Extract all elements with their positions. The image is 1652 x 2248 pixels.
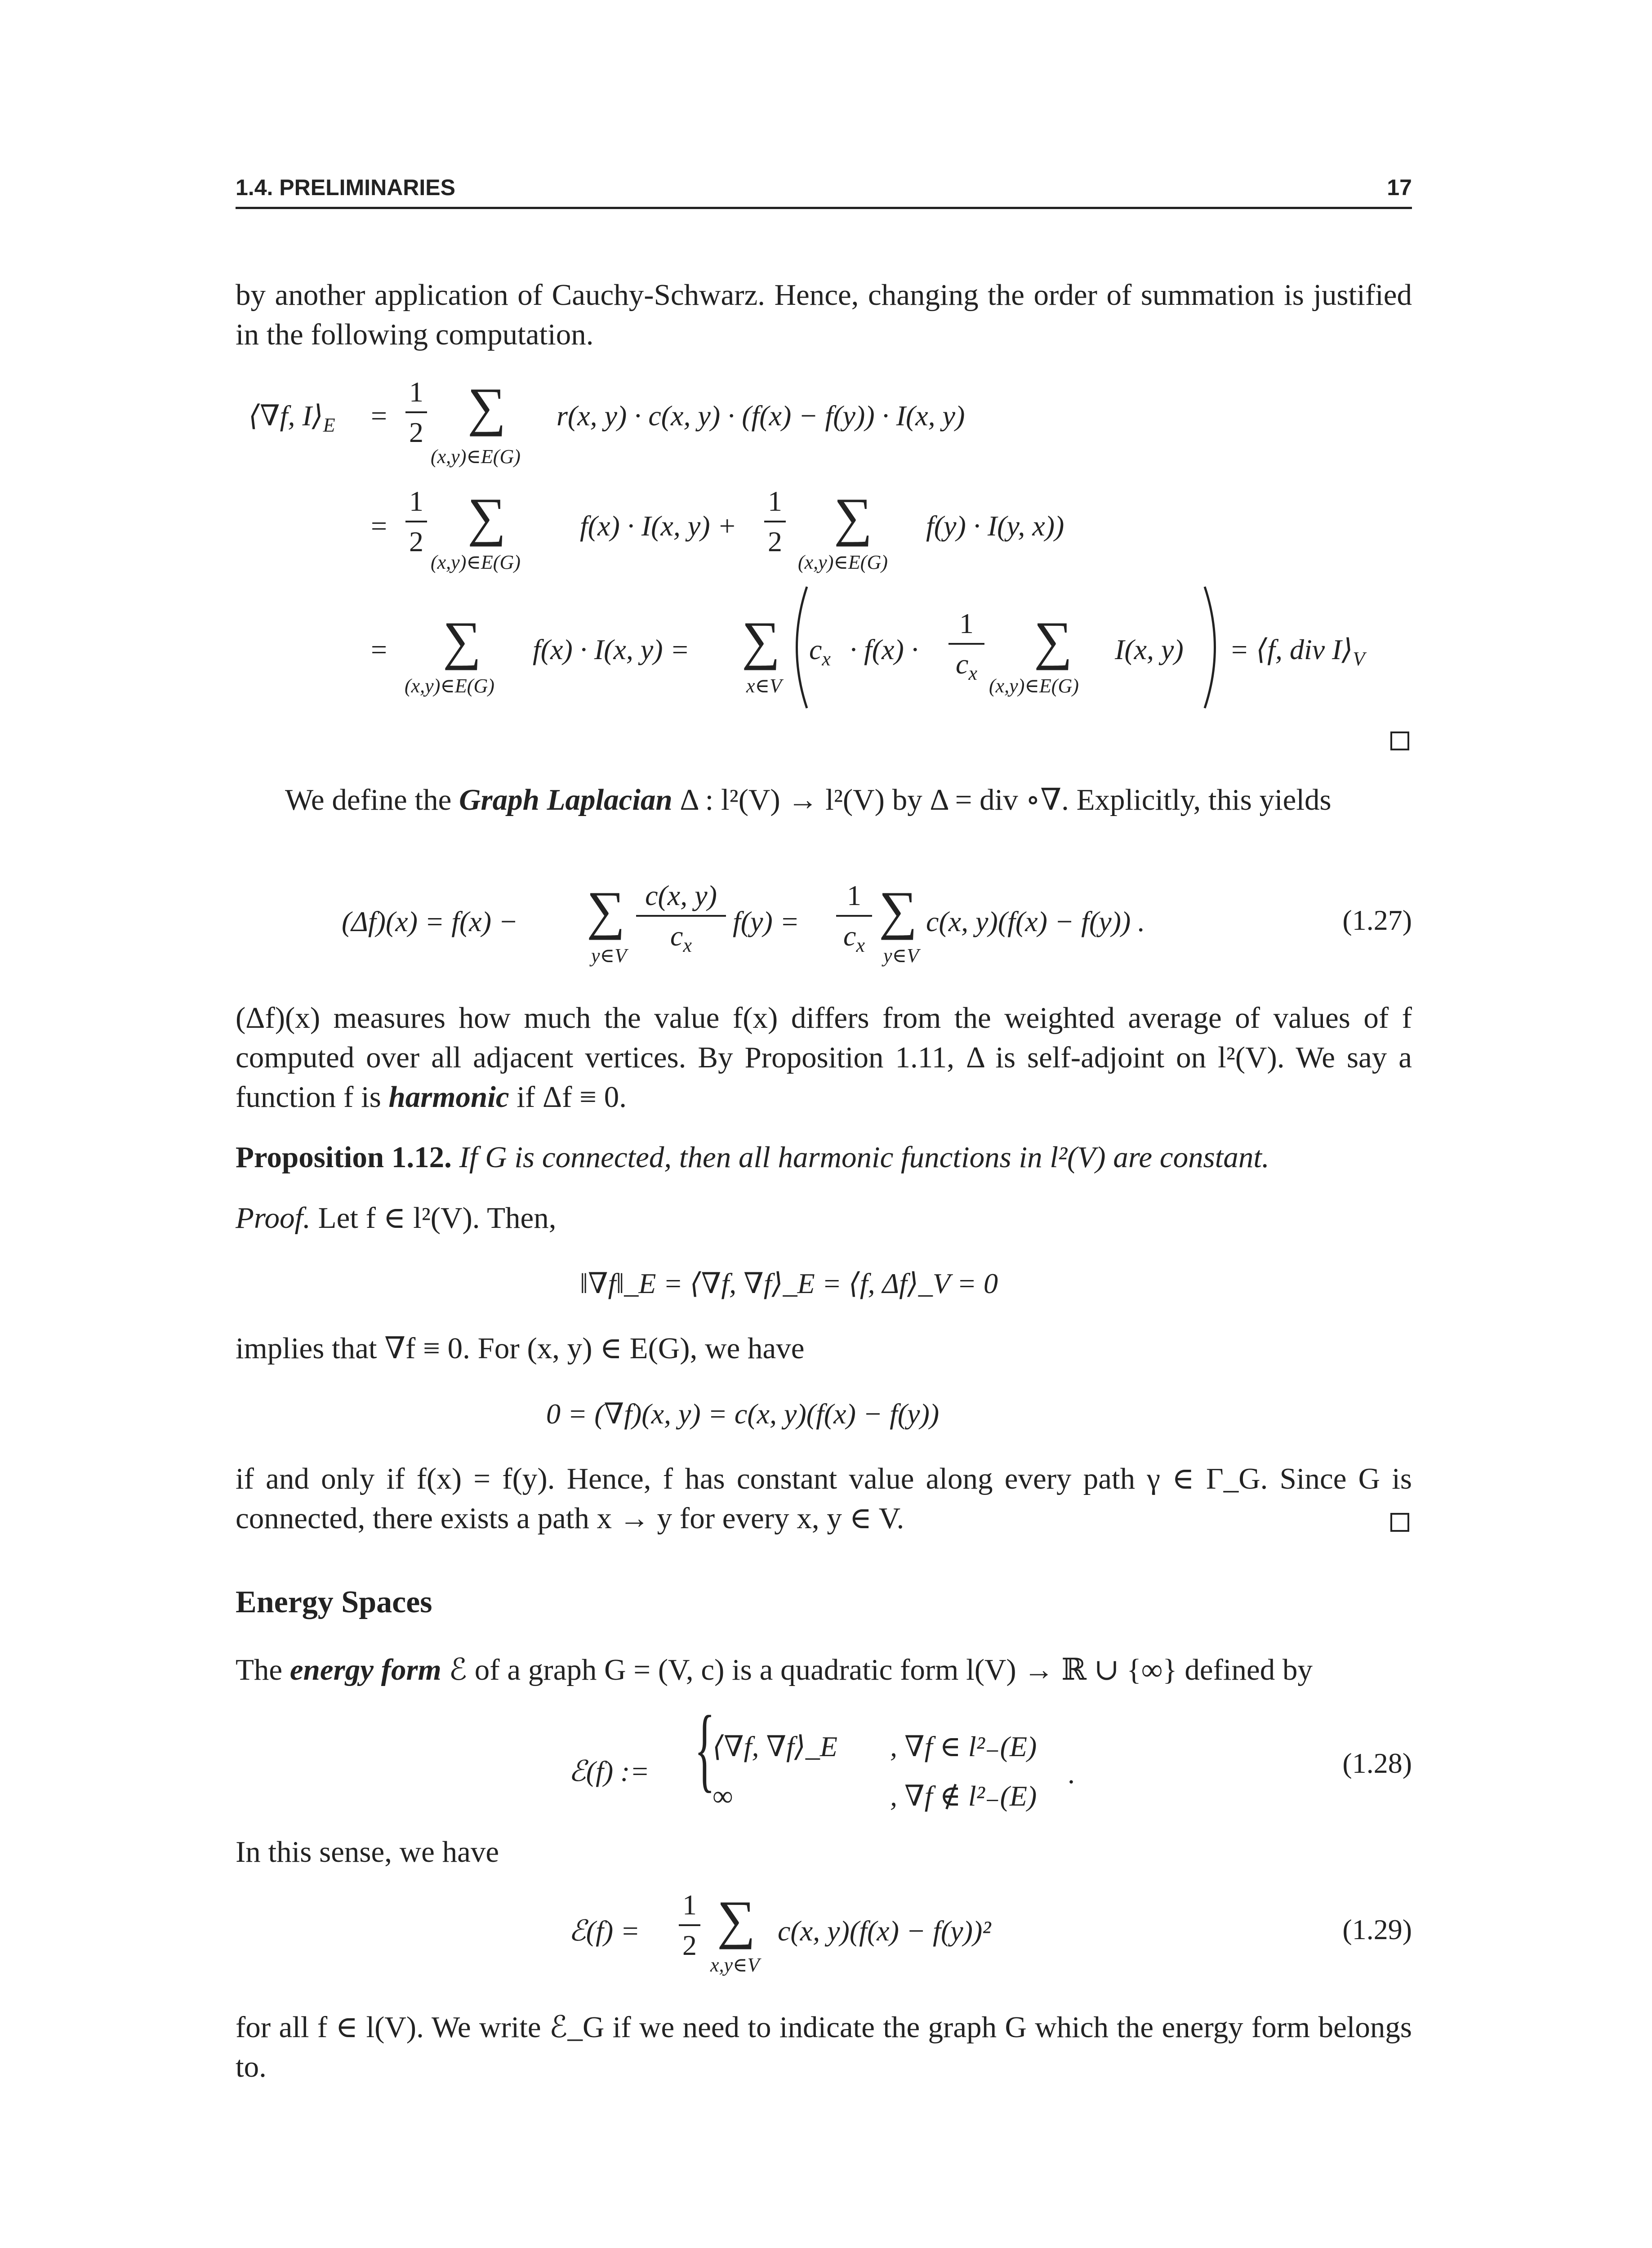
fraction-half: 1 2 xyxy=(405,485,427,558)
sum-symbol: ∑ xyxy=(468,377,506,437)
eq128-lhs: ℰ(f) := xyxy=(569,1755,650,1787)
sum-symbol: ∑ xyxy=(879,880,917,940)
energy-form-definition: The energy form ℰ of a graph G = (V, c) is a quadratic form l(V) → ℝ ∪ {∞} defined by xyxy=(236,1653,1313,1686)
running-header xyxy=(236,174,1412,209)
computation-inner-1: $c_x$ xyxy=(809,633,831,670)
right-paren-large xyxy=(1200,584,1227,710)
computation-term-1: r(x, y) · c(x, y) · (f(x) − f(y)) · I(x, y) xyxy=(557,400,965,432)
sum-index: x,y∈V xyxy=(710,1954,760,1976)
sum-index: (x,y)∈E(G) xyxy=(405,675,494,697)
eq128-period: . xyxy=(1068,1757,1075,1789)
computation-term-2b: f(y) · I(y, x)) xyxy=(926,510,1064,542)
sum-index: x∈V xyxy=(746,675,782,697)
sum-symbol: ∑ xyxy=(468,487,506,547)
eq129-term: c(x, y)(f(x) − f(y))² xyxy=(778,1915,991,1947)
eq127-rhs: c(x, y)(f(x) − f(y)) . xyxy=(926,905,1145,937)
proposition-label: Proposition 1.12. xyxy=(236,1141,452,1174)
eq127-fraction: c(x, y) $c_x$ xyxy=(636,879,726,957)
fraction-one-over-cx: 1 $c_x$ xyxy=(948,607,984,685)
sum-symbol: ∑ xyxy=(443,611,481,670)
term-harmonic: harmonic xyxy=(388,1080,509,1114)
sum-index: (x,y)∈E(G) xyxy=(798,551,888,573)
sum-symbol: ∑ xyxy=(742,611,780,670)
fraction-half: 1 2 xyxy=(679,1888,700,1962)
computation-inner-2: · f(x) · xyxy=(850,633,918,665)
qed-square xyxy=(1390,731,1409,750)
computation-inner-3: I(x, y) xyxy=(1115,633,1184,665)
eq129-lhs: ℰ(f) = xyxy=(569,1915,640,1947)
proof-end: if and only if f(x) = f(y). Hence, f has constant value along every path γ ∈ Γ_G. Since G is connected, there exists a path x → y for every x, y ∈ V. xyxy=(236,1462,1412,1535)
computation-lhs: ⟨∇f, $I⟩_E$ xyxy=(249,400,335,436)
eq128-case1-condition: , ∇f ∈ l²₋(E) xyxy=(890,1731,1037,1762)
sum-symbol: ∑ xyxy=(834,487,873,547)
eq128-case1-value: ⟨∇f, ∇f⟩_E xyxy=(712,1731,837,1762)
computation-term-2a: f(x) · I(x, y) + xyxy=(580,510,737,542)
laplacian-remark: (Δf)(x) measures how much the value f(x) differs from the weighted average of values of f computed over all adjacent vertices. By Proposition 1.11, Δ is self-adjoint on l²(V). We say a function f is harmonic if Δf ≡ 0. xyxy=(236,1001,1412,1114)
sum-index: y∈V xyxy=(883,945,919,967)
left-brace: { xyxy=(695,1697,715,1801)
computation-term-3a: f(x) · I(x, y) = xyxy=(533,633,690,665)
proof-equation-2: 0 = (∇f)(x, y) = c(x, y)(f(x) − f(y)) xyxy=(546,1398,940,1430)
term-graph-laplacian: Graph Laplacian xyxy=(459,783,672,816)
equals-sign: = xyxy=(371,400,387,432)
equals-sign: = xyxy=(371,510,387,542)
proof-start: Proof. Let f ∈ l²(V). Then, xyxy=(236,1201,557,1235)
eq127-fraction-2: 1 $c_x$ xyxy=(836,879,872,957)
qed-square xyxy=(1390,1513,1409,1532)
sum-index: (x,y)∈E(G) xyxy=(989,675,1079,697)
section-title: 1.4. PRELIMINARIES xyxy=(236,175,455,200)
sum-symbol: ∑ xyxy=(587,880,625,940)
laplacian-definition: We define the Graph Laplacian Δ : l²(V) → l²(V) by Δ = div ∘∇. Explicitly, this yields xyxy=(285,783,1331,816)
sum-index: (x,y)∈E(G) xyxy=(431,551,521,573)
term-energy-form: energy form xyxy=(289,1653,441,1686)
eq128-case2-condition: , ∇f ∉ l²₋(E) xyxy=(890,1780,1037,1812)
sum-symbol: ∑ xyxy=(717,1890,756,1949)
proposition-statement: If G is connected, then all harmonic functions in l²(V) are constant. xyxy=(451,1141,1269,1174)
sum-symbol: ∑ xyxy=(1034,611,1073,670)
page-number: 17 xyxy=(1387,175,1412,200)
intro-paragraph: by another application of Cauchy-Schwarz. Hence, changing the order of summation is justified in the following computation. xyxy=(236,278,1412,351)
equals-sign: = xyxy=(371,633,387,665)
left-paren-large xyxy=(784,584,811,710)
sum-index: y∈V xyxy=(591,945,627,967)
equation-number: (1.27) xyxy=(1342,904,1412,936)
proof-middle: implies that ∇f ≡ 0. For (x, y) ∈ E(G), we have xyxy=(236,1332,805,1365)
section-heading-energy-spaces: Energy Spaces xyxy=(236,1585,432,1619)
closing-paragraph: for all f ∈ l(V). We write ℰ_G if we need to indicate the graph G which the energy form belongs to. xyxy=(236,2011,1412,2083)
fraction-half: 1 2 xyxy=(405,375,427,449)
eq127-mid: f(y) = xyxy=(733,905,799,937)
equation-number: (1.29) xyxy=(1342,1913,1412,1945)
proof-equation-1: ‖∇f‖_E = ⟨∇f, ∇f⟩_E = ⟨f, Δf⟩_V = 0 xyxy=(580,1267,998,1299)
eq128-case2-value: ∞ xyxy=(712,1780,733,1812)
proposition-1-12 xyxy=(236,1137,1412,1177)
eq127-lhs: (Δf)(x) = f(x) − xyxy=(342,905,518,937)
sum-index: (x,y)∈E(G) xyxy=(431,446,521,468)
computation-rhs: = ⟨f, div $I⟩_V$ xyxy=(1229,633,1365,670)
fraction-half: 1 2 xyxy=(764,485,786,558)
proof-label: Proof. xyxy=(236,1201,311,1235)
in-this-sense-text: In this sense, we have xyxy=(236,1835,499,1869)
equation-number: (1.28) xyxy=(1342,1747,1412,1779)
